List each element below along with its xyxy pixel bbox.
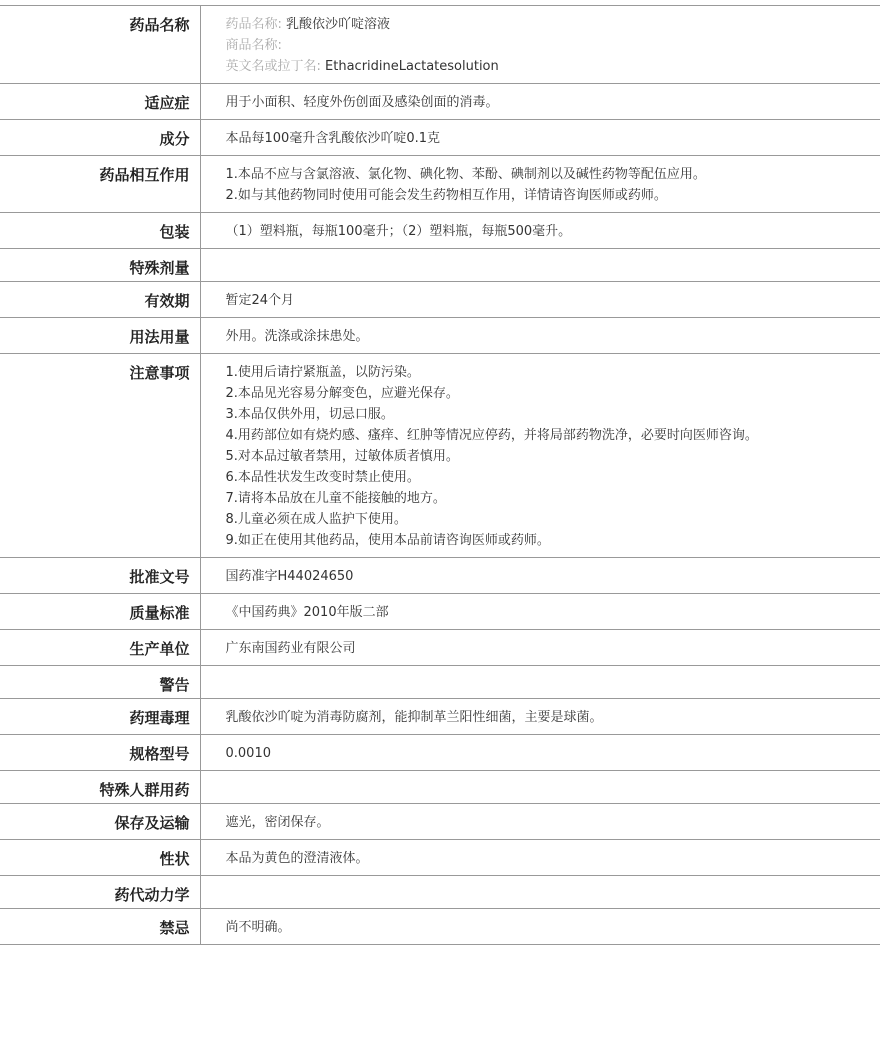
row-value-line: 尚不明确。 (225, 920, 291, 935)
row-label: 有效期 (0, 282, 200, 318)
field-row (0, 558, 880, 594)
row-label: 生产单位 (0, 630, 200, 666)
row-label: 保存及运输 (0, 804, 200, 840)
row-value-line: 4.用药部位如有烧灼感、瘙痒、红肿等情况应停药，并将局部药物洗净，必要时向医师咨询。 (225, 428, 758, 443)
row-label: 用法用量 (0, 318, 200, 354)
row-value-line: 1.本品不应与含氯溶液、氯化物、碘化物、苯酚、碘制剂以及碱性药物等配伍应用。 (225, 167, 706, 182)
english-name-key: 英文名或拉丁名: (225, 59, 321, 74)
row-label: 适应症 (0, 84, 200, 120)
row-value (200, 594, 880, 630)
field-row (0, 282, 880, 318)
row-value-line: 《中国药典》2010年版二部 (225, 605, 389, 620)
row-value (200, 156, 880, 213)
row-value (200, 699, 880, 735)
row-value-line: 1.使用后请拧紧瓶盖，以防污染。 (225, 365, 420, 380)
row-value-line: 暂定24个月 (225, 293, 295, 308)
field-row (0, 699, 880, 735)
row-value (200, 558, 880, 594)
field-row (0, 771, 880, 804)
row-label: 特殊剂量 (0, 249, 200, 282)
row-label: 特殊人群用药 (0, 771, 200, 804)
english-name (226, 56, 880, 77)
field-row (0, 213, 880, 249)
row-label: 包装 (0, 213, 200, 249)
field-row (0, 354, 880, 558)
row-label: 药品相互作用 (0, 156, 200, 213)
row-label: 警告 (0, 666, 200, 699)
drug-name-cell (200, 6, 880, 84)
row-value (200, 318, 880, 354)
field-row (0, 120, 880, 156)
row-value-line: 2.如与其他药物同时使用可能会发生药物相互作用，详情请咨询医师或药师。 (225, 188, 667, 203)
drug-info-table (0, 5, 880, 945)
generic-name-key: 药品名称: (225, 17, 282, 32)
row-value-line: 用于小面积、轻度外伤创面及感染创面的消毒。 (225, 95, 499, 110)
row-label: 注意事项 (0, 354, 200, 558)
field-row (0, 84, 880, 120)
row-value (200, 84, 880, 120)
field-row (0, 735, 880, 771)
trade-name-key: 商品名称: (225, 38, 282, 53)
row-label: 性状 (0, 840, 200, 876)
row-value (200, 771, 880, 804)
row-value (200, 840, 880, 876)
row-value-line: 外用。洗涤或涂抹患处。 (225, 329, 369, 344)
trade-name (226, 35, 880, 56)
row-value (200, 213, 880, 249)
row-value-line: 0.0010 (225, 746, 271, 761)
row-value-line: 2.本品见光容易分解变色，应避光保存。 (225, 386, 459, 401)
field-row (0, 249, 880, 282)
row-value-line: 6.本品性状发生改变时禁止使用。 (225, 470, 420, 485)
field-row (0, 594, 880, 630)
row-value-line: 广东南国药业有限公司 (225, 641, 356, 656)
drug-name-row (0, 6, 880, 84)
row-value (200, 354, 880, 558)
field-row (0, 909, 880, 945)
row-value-line: 8.儿童必须在成人监护下使用。 (225, 512, 407, 527)
row-value (200, 876, 880, 909)
row-value (200, 249, 880, 282)
field-row (0, 876, 880, 909)
field-row (0, 156, 880, 213)
row-value-line: 国药准字H44024650 (225, 569, 354, 584)
row-value-line: 本品为黄色的澄清液体。 (225, 851, 369, 866)
generic-name (226, 14, 880, 35)
row-value (200, 804, 880, 840)
row-value-line: 本品每100毫升含乳酸依沙吖啶0.1克 (225, 131, 440, 146)
row-label: 质量标准 (0, 594, 200, 630)
field-row (0, 666, 880, 699)
row-value (200, 666, 880, 699)
field-row (0, 630, 880, 666)
row-value-line: 3.本品仅供外用，切忌口服。 (225, 407, 394, 422)
english-name-value: EthacridineLactatesolution (325, 59, 499, 74)
row-value (200, 630, 880, 666)
field-row (0, 318, 880, 354)
row-value (200, 909, 880, 945)
row-value (200, 120, 880, 156)
row-label: 药代动力学 (0, 876, 200, 909)
row-label: 药理毒理 (0, 699, 200, 735)
row-label: 规格型号 (0, 735, 200, 771)
row-value-line: 9.如正在使用其他药品，使用本品前请咨询医师或药师。 (225, 533, 550, 548)
row-label: 成分 (0, 120, 200, 156)
row-value-line: 遮光，密闭保存。 (225, 815, 330, 830)
field-row (0, 840, 880, 876)
row-value-line: 7.请将本品放在儿童不能接触的地方。 (225, 491, 446, 506)
row-value-line: 5.对本品过敏者禁用，过敏体质者慎用。 (225, 449, 459, 464)
generic-name-value: 乳酸依沙吖啶溶液 (286, 17, 391, 32)
row-value-line: （1）塑料瓶，每瓶100毫升；（2）塑料瓶，每瓶500毫升。 (225, 224, 572, 239)
row-label: 批准文号 (0, 558, 200, 594)
row-label: 禁忌 (0, 909, 200, 945)
row-value-line: 乳酸依沙吖啶为消毒防腐剂，能抑制革兰阳性细菌，主要是球菌。 (225, 710, 603, 725)
field-row (0, 804, 880, 840)
row-label: 药品名称 (0, 6, 200, 84)
row-value (200, 735, 880, 771)
row-value (200, 282, 880, 318)
